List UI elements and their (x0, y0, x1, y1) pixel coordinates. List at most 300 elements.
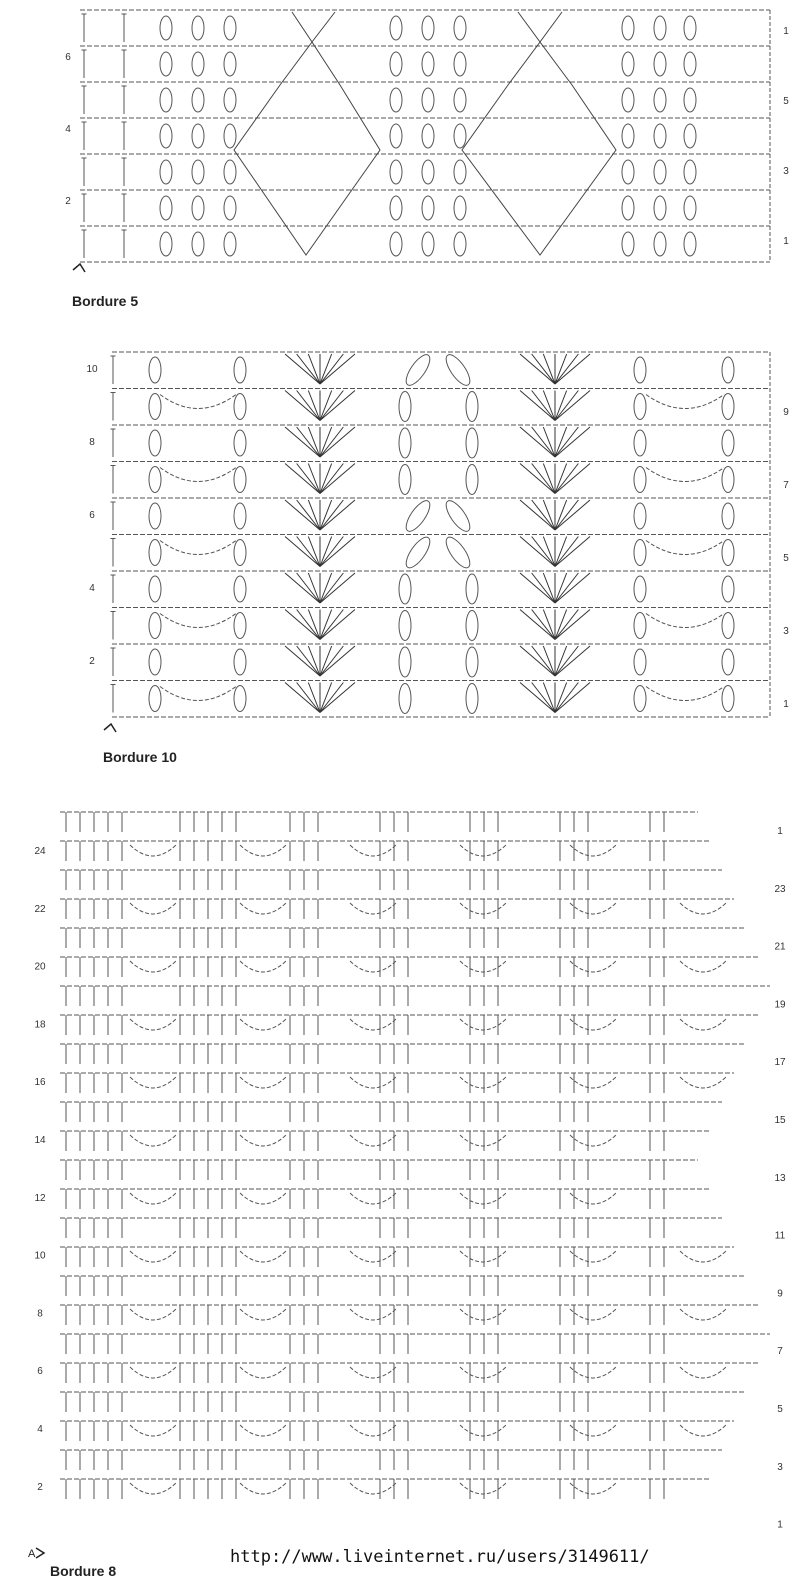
chain-arc (350, 961, 396, 972)
row-number: 6 (37, 1366, 43, 1378)
puff-stitch (684, 88, 696, 112)
puff-stitch (654, 232, 666, 256)
puff-stitch (149, 467, 161, 493)
fan-stitch (520, 391, 555, 421)
fan-stitch (320, 683, 355, 713)
puff-stitch (234, 576, 246, 602)
puff-stitch (722, 576, 734, 602)
puff-stitch (390, 196, 402, 220)
chain-arc (350, 1483, 396, 1494)
puff-stitch (634, 357, 646, 383)
fan-stitch (285, 646, 320, 676)
row-number: 7 (783, 480, 789, 491)
fan-stitch (285, 500, 320, 530)
puff-stitch (454, 232, 466, 256)
puff-stitch (722, 686, 734, 712)
chain-arc (570, 1193, 616, 1204)
chain-arc (350, 1193, 396, 1204)
row-number: 8 (37, 1308, 43, 1320)
puff-stitch (634, 467, 646, 493)
puff-stitch (466, 611, 478, 641)
chain-arc (240, 1483, 286, 1494)
row-number: 17 (774, 1057, 786, 1069)
row-number: 1 (783, 236, 789, 247)
start-arrow-icon (73, 264, 85, 272)
chain-arc (680, 1019, 726, 1030)
left-row-numbers (65, 52, 71, 207)
fan-stitch (320, 537, 343, 567)
puff-stitch (422, 232, 434, 256)
puff-stitch (684, 16, 696, 40)
puff-stitch (224, 160, 236, 184)
puff-stitch (234, 686, 246, 712)
fan-stitch (285, 573, 320, 603)
chain-arc (130, 845, 176, 856)
chain-arc (130, 1019, 176, 1030)
puff-stitch (654, 16, 666, 40)
left-row-numbers (86, 364, 98, 667)
puff-stitch (684, 232, 696, 256)
puff-stitch (149, 394, 161, 420)
chain-arc (240, 1135, 286, 1146)
chain-arc (570, 1019, 616, 1030)
fan-stitch (285, 683, 320, 713)
fan-stitch (532, 354, 555, 384)
puff-stitch (399, 392, 411, 422)
fan-stitch (555, 537, 578, 567)
right-row-numbers (774, 826, 786, 1531)
puff-stitch (224, 88, 236, 112)
chain-arc (570, 1483, 616, 1494)
fan-stitch (555, 683, 590, 713)
fan-stitch (320, 391, 343, 421)
puff-stitch (684, 160, 696, 184)
puff-stitch (234, 540, 246, 566)
chain-arc (460, 1019, 506, 1030)
chain-arc (130, 1309, 176, 1320)
chain-arc (570, 845, 616, 856)
chain-arc (680, 1425, 726, 1436)
fan-stitch (320, 464, 343, 494)
puff-stitch (454, 52, 466, 76)
chain-arc (350, 1019, 396, 1030)
chain-arc (646, 541, 724, 555)
row-number: 3 (783, 626, 789, 637)
fan-stitch (555, 427, 578, 457)
start-arrow-icon (104, 724, 116, 732)
fan-stitch (297, 391, 320, 421)
puff-stitch (160, 88, 172, 112)
fan-stitch (555, 573, 578, 603)
fan-stitch (285, 464, 320, 494)
fan-stitch (297, 464, 320, 494)
chain-arc (460, 903, 506, 914)
fan-stitch (297, 500, 320, 530)
puff-stitch (149, 686, 161, 712)
chart-grid (111, 351, 771, 717)
chain-arc (160, 687, 236, 701)
puff-stitch (160, 124, 172, 148)
source-url-watermark: http://www.liveinternet.ru/users/3149611/ (230, 1547, 650, 1567)
puff-stitch (402, 534, 434, 572)
chain-arc (350, 1309, 396, 1320)
row-number: 9 (777, 1288, 783, 1300)
chain-arc (680, 961, 726, 972)
puff-stitch (390, 16, 402, 40)
puff-stitch (622, 232, 634, 256)
chain-arc (460, 1425, 506, 1436)
fan-stitch (320, 646, 343, 676)
puff-stitch (224, 196, 236, 220)
puff-stitch (634, 613, 646, 639)
puff-stitch (684, 196, 696, 220)
puff-stitch (192, 52, 204, 76)
start-arrow-icon (36, 1548, 44, 1558)
chain-arc (160, 541, 236, 555)
puff-stitch (149, 503, 161, 529)
puff-stitch (224, 52, 236, 76)
fan-stitch (555, 573, 590, 603)
row-number: 16 (34, 1077, 46, 1089)
chain-arc (130, 1425, 176, 1436)
puff-stitch (722, 540, 734, 566)
puff-stitch (390, 52, 402, 76)
chain-arc (130, 1483, 176, 1494)
chain-arc (646, 614, 724, 628)
puff-stitch (399, 611, 411, 641)
puff-stitch (422, 196, 434, 220)
fan-stitch (555, 500, 578, 530)
chain-arc (160, 395, 236, 409)
puff-stitch (466, 684, 478, 714)
chain-arc (130, 903, 176, 914)
row-number: 22 (34, 903, 46, 915)
puff-stitch (654, 88, 666, 112)
fan-stitch (297, 646, 320, 676)
puff-stitch (224, 232, 236, 256)
puff-stitch (234, 613, 246, 639)
fan-stitch (320, 354, 343, 384)
puff-stitch (654, 160, 666, 184)
row-number: 11 (774, 1230, 786, 1242)
fan-stitch (555, 683, 578, 713)
fan-stitch (532, 427, 555, 457)
row-number: 21 (774, 941, 786, 953)
chain-arc (460, 1077, 506, 1088)
chart-grid (80, 10, 770, 262)
fan-stitch (520, 500, 555, 530)
fan-stitch (297, 537, 320, 567)
chain-arc (680, 903, 726, 914)
puff-stitch (722, 503, 734, 529)
fan-stitch (320, 573, 355, 603)
fan-stitch (555, 500, 590, 530)
chain-arc (130, 1077, 176, 1088)
puff-stitch (192, 16, 204, 40)
puff-stitch (634, 649, 646, 675)
fan-stitch (555, 610, 578, 640)
fan-stitch (297, 610, 320, 640)
fan-stitch (532, 464, 555, 494)
puff-stitch (192, 196, 204, 220)
puff-stitch (684, 52, 696, 76)
puff-stitch (234, 357, 246, 383)
row-number: 2 (65, 196, 71, 207)
chain-arc (680, 1077, 726, 1088)
puff-stitch (399, 428, 411, 458)
row-number: 13 (774, 1172, 786, 1184)
chain-arc (240, 961, 286, 972)
fan-stitch (555, 391, 590, 421)
fan-stitch (285, 427, 320, 457)
puff-stitch (192, 232, 204, 256)
puff-stitch (192, 160, 204, 184)
puff-stitch (234, 649, 246, 675)
puff-stitch (722, 357, 734, 383)
chain-arc (570, 1251, 616, 1262)
puff-stitch (149, 576, 161, 602)
chain-arc (570, 1135, 616, 1146)
right-row-numbers (783, 407, 789, 710)
fan-stitch (320, 683, 343, 713)
chain-arc (460, 1135, 506, 1146)
puff-stitch (622, 124, 634, 148)
row-number: 6 (65, 52, 71, 63)
chain-arc (350, 845, 396, 856)
fan-stitch (320, 354, 355, 384)
fan-stitch (320, 427, 343, 457)
chain-arc (646, 687, 724, 701)
fan-stitch (285, 391, 320, 421)
row-number: 18 (34, 1019, 46, 1031)
puff-stitch (684, 124, 696, 148)
fan-stitch (555, 646, 578, 676)
fan-stitch (297, 354, 320, 384)
puff-stitch (399, 574, 411, 604)
row-number: 2 (89, 656, 95, 667)
row-number: 5 (783, 96, 789, 107)
row-number: 3 (777, 1461, 783, 1473)
row-number: 5 (783, 553, 789, 564)
chain-arc (240, 1251, 286, 1262)
chain-arc (460, 961, 506, 972)
puff-stitch (466, 392, 478, 422)
puff-stitch (442, 351, 474, 389)
chain-arc (240, 845, 286, 856)
chain-arc (460, 1309, 506, 1320)
puff-stitch (390, 124, 402, 148)
puff-stitch (234, 503, 246, 529)
puff-stitch (402, 351, 434, 389)
puff-stitch (234, 430, 246, 456)
fan-stitch (285, 354, 320, 384)
chain-arc (130, 1193, 176, 1204)
puff-stitch (160, 232, 172, 256)
row-number: 10 (34, 1250, 46, 1262)
fan-stitch (285, 537, 320, 567)
puff-stitch (454, 124, 466, 148)
chain-arc (460, 1367, 506, 1378)
row-number: 20 (34, 961, 46, 973)
chart-grid (60, 812, 770, 1499)
fan-stitch (520, 427, 555, 457)
fan-stitch (555, 391, 578, 421)
chain-arc (570, 1367, 616, 1378)
row-number: 4 (37, 1424, 43, 1435)
fan-stitch (520, 610, 555, 640)
puff-stitch (722, 649, 734, 675)
row-number: 12 (34, 1192, 46, 1204)
puff-stitch (192, 88, 204, 112)
fan-stitch (532, 500, 555, 530)
fan-stitch (285, 610, 320, 640)
fan-stitch (297, 683, 320, 713)
chain-arc (350, 1077, 396, 1088)
puff-stitch (722, 467, 734, 493)
chain-arc (240, 1367, 286, 1378)
fan-stitch (297, 573, 320, 603)
chain-arc (570, 1425, 616, 1436)
row-number: 1 (777, 826, 783, 837)
row-number: 4 (65, 124, 71, 135)
puff-stitch (390, 232, 402, 256)
chain-arc (460, 1193, 506, 1204)
chain-arc (350, 1251, 396, 1262)
fan-stitch (555, 646, 590, 676)
row-number: 3 (783, 166, 789, 177)
chain-arc (130, 1135, 176, 1146)
puff-stitch (634, 576, 646, 602)
row-number: 1 (783, 26, 789, 37)
chain-arc (570, 903, 616, 914)
fan-stitch (532, 646, 555, 676)
row-number: 2 (37, 1481, 43, 1493)
puff-stitch (399, 465, 411, 495)
puff-stitch (224, 16, 236, 40)
chain-arc (570, 1309, 616, 1320)
chain-arc (570, 1077, 616, 1088)
puff-stitch (149, 430, 161, 456)
puff-stitch (466, 574, 478, 604)
chart-caption: Bordure 5 (72, 293, 139, 309)
fan-stitch (555, 427, 590, 457)
puff-stitch (654, 52, 666, 76)
fan-stitch (320, 500, 343, 530)
fan-stitch (320, 646, 355, 676)
puff-stitch (454, 160, 466, 184)
fan-stitch (555, 610, 590, 640)
row-number: 10 (86, 364, 98, 375)
chart-caption: Bordure 8 (50, 1563, 117, 1579)
row-number: 23 (774, 883, 786, 895)
puff-stitch (402, 497, 434, 535)
puff-stitch (654, 124, 666, 148)
row-number: 6 (89, 510, 95, 521)
puff-stitch (622, 16, 634, 40)
puff-stitch (454, 16, 466, 40)
puff-stitch (634, 686, 646, 712)
puff-stitch (622, 52, 634, 76)
chain-arc (350, 903, 396, 914)
chain-arc (130, 961, 176, 972)
chain-arc (240, 1193, 286, 1204)
left-row-numbers (34, 846, 46, 1493)
right-row-numbers (783, 26, 789, 247)
chart-bordure-10 (86, 351, 789, 765)
puff-stitch (422, 16, 434, 40)
puff-stitch (466, 465, 478, 495)
puff-stitch (234, 394, 246, 420)
puff-stitch (224, 124, 236, 148)
puff-stitch (722, 430, 734, 456)
fan-stitch (520, 646, 555, 676)
fan-stitch (532, 610, 555, 640)
chain-arc (646, 468, 724, 482)
puff-stitch (422, 52, 434, 76)
puff-stitch (390, 160, 402, 184)
row-number: 7 (777, 1346, 783, 1358)
fan-stitch (555, 354, 578, 384)
puff-stitch (160, 52, 172, 76)
puff-stitch (466, 428, 478, 458)
puff-stitch (622, 196, 634, 220)
chain-arc (350, 1425, 396, 1436)
chain-arc (680, 1309, 726, 1320)
fan-stitch (320, 391, 355, 421)
start-marker-label: A (28, 1548, 36, 1560)
puff-stitch (149, 613, 161, 639)
fan-stitch (555, 537, 590, 567)
chain-arc (460, 1251, 506, 1262)
chain-arc (130, 1367, 176, 1378)
fan-stitch (297, 427, 320, 457)
row-number: 19 (774, 999, 786, 1011)
fan-stitch (532, 391, 555, 421)
row-number: 5 (777, 1404, 783, 1415)
chain-arc (240, 1309, 286, 1320)
row-number: 9 (783, 407, 789, 418)
fan-stitch (520, 464, 555, 494)
row-number: 1 (777, 1519, 783, 1531)
fan-stitch (320, 610, 355, 640)
puff-stitch (634, 394, 646, 420)
fan-stitch (520, 354, 555, 384)
puff-stitch (422, 88, 434, 112)
fan-stitch (555, 354, 590, 384)
puff-stitch (442, 534, 474, 572)
row-number: 24 (34, 846, 46, 857)
chain-arc (350, 1135, 396, 1146)
fan-stitch (520, 683, 555, 713)
chart-bordure-8 (28, 812, 786, 1579)
chain-arc (350, 1367, 396, 1378)
puff-stitch (722, 613, 734, 639)
puff-stitch (192, 124, 204, 148)
puff-stitch (149, 649, 161, 675)
row-number: 4 (89, 583, 95, 594)
puff-stitch (422, 124, 434, 148)
chain-arc (646, 395, 724, 409)
puff-stitch (149, 540, 161, 566)
fan-stitch (320, 427, 355, 457)
fan-stitch (520, 537, 555, 567)
puff-stitch (234, 467, 246, 493)
puff-stitch (454, 196, 466, 220)
fan-stitch (555, 464, 578, 494)
row-number: 1 (783, 699, 789, 710)
puff-stitch (622, 160, 634, 184)
chart-caption: Bordure 10 (103, 749, 177, 765)
